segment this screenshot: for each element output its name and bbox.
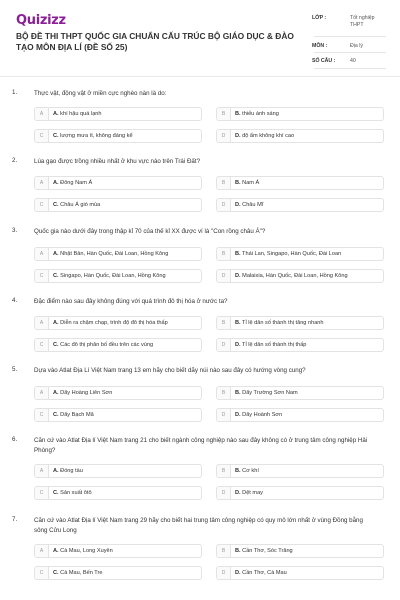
option-text: Đóng tàu	[60, 468, 83, 474]
option-label: D.	[235, 202, 241, 208]
question-number: 5.	[12, 366, 18, 373]
question-text: Quốc gia nào dưới đây trong thập kỉ 70 của thế kỉ XX được ví là "Con rồng châu Á"?	[34, 228, 266, 235]
option-text: Tỉ lệ dân số thành thị thấp	[242, 342, 307, 348]
meta-class-value: Tốt nghiệp THPT	[350, 15, 375, 28]
option-label: D.	[235, 490, 241, 496]
option-letter: D	[217, 409, 231, 421]
option-text: Nam Á	[242, 180, 260, 186]
option-c[interactable]	[34, 338, 202, 352]
option-label: D.	[235, 412, 241, 418]
meta-subject-row	[314, 37, 386, 53]
option-letter: B	[217, 108, 231, 120]
meta-count-label: SỐ CÂU :	[312, 58, 336, 64]
option-label: D.	[235, 133, 241, 139]
option-label: C.	[53, 202, 59, 208]
option-letter: B	[217, 177, 231, 189]
option-text: Cà Mau, Long Xuyên	[60, 548, 113, 554]
option-letter: B	[217, 545, 231, 557]
worksheet-header	[0, 0, 400, 72]
meta-count-row	[314, 53, 386, 69]
option-letter: A	[35, 177, 49, 189]
option-b[interactable]	[216, 386, 384, 400]
question-text: Lúa gạo được trồng nhiều nhất ở khu vực nào trên Trái Đất?	[34, 158, 201, 165]
option-text: Thái Lan, Singapo, Hàn Quốc, Đài Loan	[242, 251, 342, 257]
option-letter: C	[35, 567, 49, 579]
option-text: Châu Á gió mùa	[60, 202, 101, 208]
question-text: Đặc điểm nào sau đây không đúng với quá trình đô thị hóa ở nước ta?	[34, 298, 228, 305]
question-number: 6.	[12, 436, 18, 443]
option-text: Dãy Hoàng Liên Sơn	[60, 390, 113, 396]
question-number: 7.	[12, 516, 18, 523]
option-d[interactable]	[216, 566, 384, 580]
option-letter: C	[35, 487, 49, 499]
option-d[interactable]	[216, 408, 384, 422]
option-label: C.	[53, 273, 59, 279]
question-text: Dựa vào Atlat Địa Lí Việt Nam trang 13 em hãy cho biết dãy núi nào sau đây có hướng vòng cung?	[34, 367, 306, 374]
option-b[interactable]	[216, 544, 384, 558]
quizizz-logo: Quizizz	[16, 13, 66, 28]
option-text: Cà Mau, Bến Tre	[60, 570, 103, 576]
option-text: Cần Thơ, Cà Mau	[242, 570, 287, 576]
option-a[interactable]	[34, 176, 202, 190]
option-letter: A	[35, 545, 49, 557]
option-letter: D	[217, 487, 231, 499]
option-label: A.	[53, 468, 59, 474]
option-label: B.	[235, 468, 241, 474]
option-a[interactable]	[34, 544, 202, 558]
option-text: lượng mưa ít, không đáng kể	[60, 133, 133, 139]
option-d[interactable]	[216, 129, 384, 143]
option-label: A.	[53, 320, 59, 326]
option-label: B.	[235, 390, 241, 396]
option-a[interactable]	[34, 386, 202, 400]
option-text: Cần Thơ, Sóc Trăng	[242, 548, 293, 554]
option-letter: B	[217, 387, 231, 399]
option-label: D.	[235, 570, 241, 576]
meta-subject-value: Địa lý	[350, 43, 363, 49]
question-number: 2.	[12, 157, 18, 164]
option-text: Nhật Bản, Hàn Quốc, Đài Loan, Hồng Kông	[60, 251, 169, 257]
option-label: C.	[53, 570, 59, 576]
option-text: Dệt may	[242, 490, 263, 496]
option-letter: A	[35, 108, 49, 120]
question-number: 3.	[12, 227, 18, 234]
option-d[interactable]	[216, 338, 384, 352]
option-text: độ ẩm không khí cao	[242, 133, 295, 139]
meta-panel	[314, 13, 386, 69]
option-c[interactable]	[34, 129, 202, 143]
option-c[interactable]	[34, 269, 202, 283]
option-label: C.	[53, 133, 59, 139]
option-c[interactable]	[34, 198, 202, 212]
option-letter: D	[217, 270, 231, 282]
option-letter: A	[35, 387, 49, 399]
option-label: A.	[53, 390, 59, 396]
page-title: BỘ ĐỀ THI THPT QUỐC GIA CHUẨN CẤU TRÚC BỘ GIÁO DỤC & ĐÀO TẠO MÔN ĐỊA LÍ (ĐỀ SỐ 25)	[16, 31, 294, 52]
option-text: khí hậu quá lạnh	[60, 111, 102, 117]
option-text: thiếu ánh sáng	[242, 111, 279, 117]
question-number: 4.	[12, 297, 18, 304]
question-number: 1.	[12, 89, 18, 96]
option-label: A.	[53, 180, 59, 186]
meta-class-row	[314, 13, 386, 37]
option-d[interactable]	[216, 486, 384, 500]
question-text: Căn cứ vào Atlat Địa lí Việt Nam trang 21 cho biết ngành công nghiệp nào sau đây không có ở trung tâm công nghiệp Hải Phòng?	[34, 437, 368, 454]
option-a[interactable]	[34, 107, 202, 121]
option-text: Cơ khí	[242, 468, 259, 474]
option-letter: B	[217, 317, 231, 329]
option-d[interactable]	[216, 269, 384, 283]
option-text: Tỉ lệ dân số thành thị tăng nhanh	[242, 320, 324, 326]
option-text: Dãy Hoành Sơn	[242, 412, 283, 418]
option-b[interactable]	[216, 107, 384, 121]
option-text: Đông Nam Á	[60, 180, 93, 186]
option-d[interactable]	[216, 198, 384, 212]
question-text: Căn cứ vào Atlat Địa lí Việt Nam trang 29 hãy cho biết hai trung tâm công nghiệp có quy mô lớn nhất ở vùng Đồng bằng sông Cửu Long	[34, 517, 363, 534]
option-b[interactable]	[216, 247, 384, 261]
option-letter: A	[35, 317, 49, 329]
option-text: Dãy Trường Sơn Nam	[242, 390, 298, 396]
option-letter: D	[217, 339, 231, 351]
header-divider	[0, 76, 400, 77]
option-letter: B	[217, 465, 231, 477]
meta-count-value: 40	[350, 58, 356, 64]
option-c[interactable]	[34, 566, 202, 580]
option-label: D.	[235, 273, 241, 279]
option-label: A.	[53, 548, 59, 554]
option-label: A.	[53, 111, 59, 117]
option-letter: D	[217, 567, 231, 579]
option-text: Malaixia, Hàn Quốc, Đài Loan, Hồng Kông	[242, 273, 348, 279]
meta-subject-label: MÔN :	[312, 43, 328, 49]
option-a[interactable]	[34, 247, 202, 261]
option-label: B.	[235, 320, 241, 326]
option-label: B.	[235, 180, 241, 186]
question-text: Thực vật, động vật ở miền cực nghèo nàn là do:	[34, 90, 167, 97]
option-b[interactable]	[216, 316, 384, 330]
option-label: B.	[235, 548, 241, 554]
option-a[interactable]	[34, 316, 202, 330]
option-label: A.	[53, 251, 59, 257]
option-b[interactable]	[216, 176, 384, 190]
option-letter: D	[217, 130, 231, 142]
option-label: C.	[53, 412, 59, 418]
option-text: Châu Mĩ	[242, 202, 264, 208]
option-text: Diễn ra chậm chạp, trình độ đô thị hóa thấp	[60, 320, 168, 326]
option-label: C.	[53, 490, 59, 496]
meta-class-label: LỚP :	[312, 15, 327, 21]
option-text: Sản xuất ôtô	[60, 490, 92, 496]
option-letter: D	[217, 199, 231, 211]
option-label: D.	[235, 342, 241, 348]
option-a[interactable]	[34, 464, 202, 478]
option-letter: C	[35, 199, 49, 211]
option-c[interactable]	[34, 486, 202, 500]
option-letter: B	[217, 248, 231, 260]
option-label: B.	[235, 251, 241, 257]
option-label: C.	[53, 342, 59, 348]
option-text: Singapo, Hàn Quốc, Đài Loan, Hồng Kông	[60, 273, 166, 279]
option-c[interactable]	[34, 408, 202, 422]
option-letter: C	[35, 339, 49, 351]
option-text: Các đô thị phân bố đều trên các vùng	[60, 342, 154, 348]
option-text: Dãy Bạch Mã	[60, 412, 94, 418]
option-letter: C	[35, 409, 49, 421]
option-letter: A	[35, 248, 49, 260]
option-label: B.	[235, 111, 241, 117]
option-letter: C	[35, 270, 49, 282]
option-letter: C	[35, 130, 49, 142]
option-b[interactable]	[216, 464, 384, 478]
option-letter: A	[35, 465, 49, 477]
